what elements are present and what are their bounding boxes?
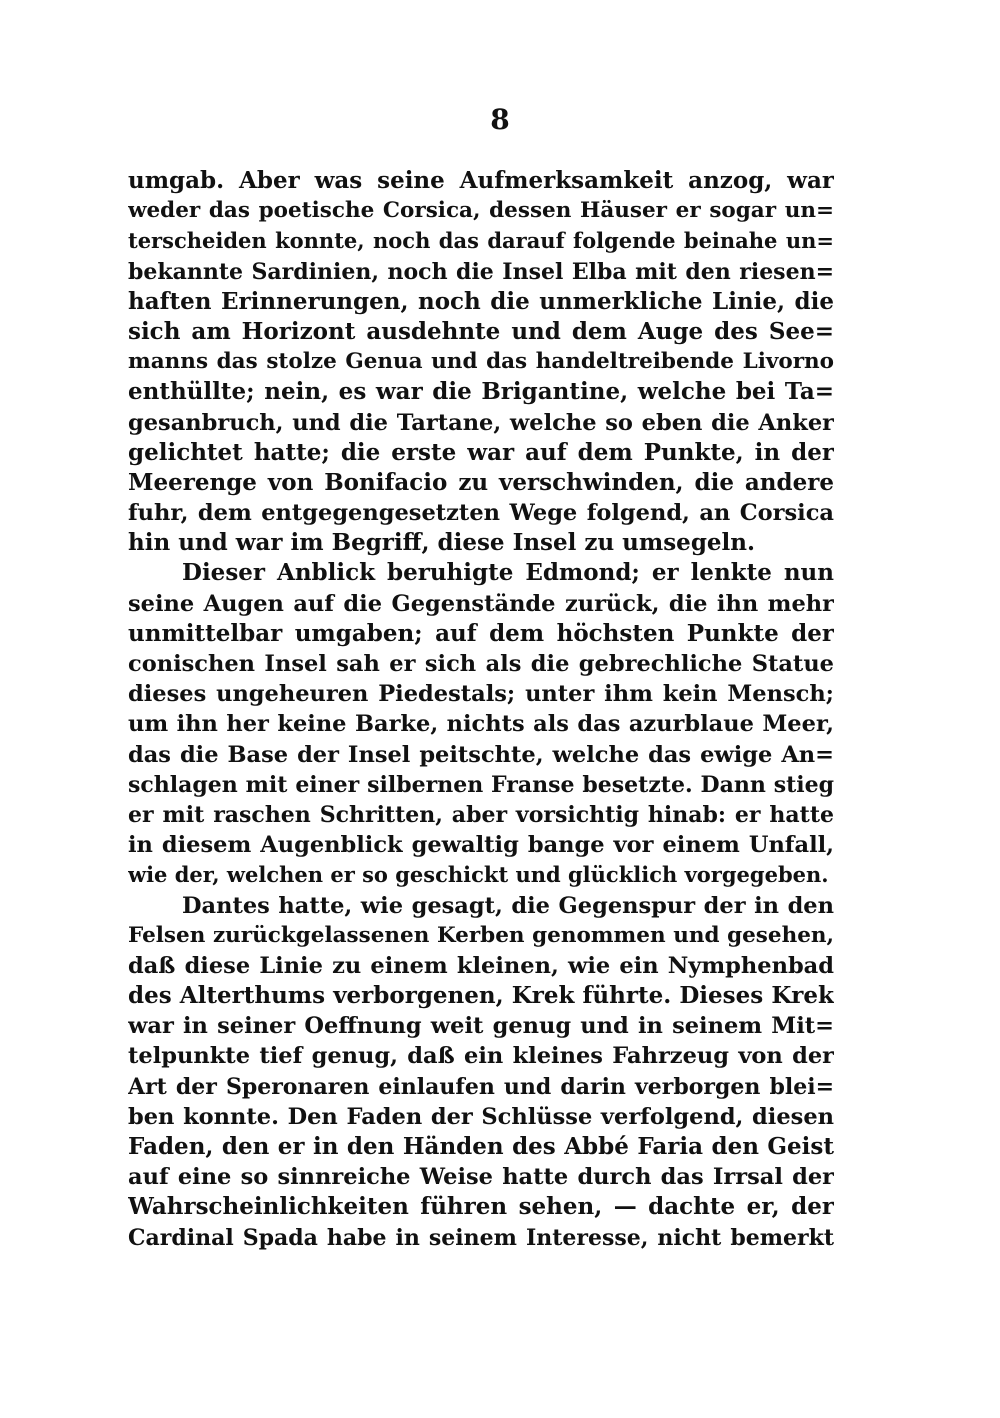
text-line: Art der Speronaren einlaufen und darin verborgen blei= [128, 1073, 834, 1100]
text-line: Felsen zurückgelassenen Kerben genommen und gesehen, [128, 922, 834, 948]
page-number: 8 [490, 103, 510, 136]
text-line: seine Augen auf die Gegenstände zurück, die ihn mehr [128, 590, 834, 617]
text-line: unmittelbar umgaben; auf dem höchsten Punkte der [128, 619, 834, 647]
text-line: Faden, den er in den Händen des Abbé Faria den Geist [128, 1133, 834, 1160]
text-line: in diesem Augenblick gewaltig bange vor einem Unfall, [128, 832, 834, 859]
text-line: war in seiner Oeffnung weit genug und in seinem Mit= [128, 1013, 834, 1040]
text-line: gesanbruch, und die Tartane, welche so eben die Anker [128, 409, 834, 436]
text-line: des Alterthums verborgenen, Krek führte. Dieses Krek [128, 982, 834, 1010]
text-line: hin und war im Begriff, diese Insel zu umsegeln. [128, 529, 755, 557]
text-line: schlagen mit einer silbernen Franse besetzte. Dann stieg [128, 771, 834, 798]
text-line: fuhr, dem entgegengesetzten Wege folgend, an Corsica [128, 500, 834, 527]
text-line: auf eine so sinnreiche Weise hatte durch das Irrsal der [128, 1164, 834, 1191]
paragraph-2 [128, 558, 834, 890]
text-line: terscheiden konnte, noch das darauf folgende beinahe un= [128, 228, 834, 254]
text-line: bekannte Sardinien, noch die Insel Elba mit den riesen= [128, 258, 834, 285]
text-line: umgab. Aber was seine Aufmerksamkeit anzog, war [128, 167, 834, 194]
text-line: Dantes hatte, wie gesagt, die Gegenspur der in den [182, 892, 834, 919]
text-line: haften Erinnerungen, noch die unmerkliche Linie, die [128, 287, 834, 315]
text-line: enthüllte; nein, es war die Brigantine, welche bei Ta= [128, 378, 834, 406]
text-line: ben konnte. Den Faden der Schlüsse verfolgend, diesen [128, 1103, 834, 1130]
text-line: Meerenge von Bonifacio zu verschwinden, die andere [128, 468, 834, 496]
body-text [128, 166, 834, 1253]
text-line: telpunkte tief genug, daß ein kleines Fahrzeug von der [128, 1043, 834, 1070]
text-line: conischen Insel sah er sich als die gebrechliche Statue [128, 651, 834, 677]
text-line: weder das poetische Corsica, dessen Häuser er sogar un= [128, 198, 834, 224]
text-line: um ihn her keine Barke, nichts als das azurblaue Meer, [128, 711, 834, 738]
text-line: manns das stolze Genua und das handeltreibende Livorno [128, 349, 834, 375]
text-line: Cardinal Spada habe in seinem Interesse, nicht bemerkt [128, 1224, 834, 1251]
paragraph-3 [128, 891, 834, 1253]
text-line: Dieser Anblick beruhigte Edmond; er lenkte nun [182, 559, 834, 587]
text-line: das die Base der Insel peitschte, welche das ewige An= [128, 741, 834, 768]
text-line: gelichtet hatte; die erste war auf dem Punkte, in der [128, 438, 834, 466]
text-line: Wahrscheinlichkeiten führen sehen, — dachte er, der [128, 1193, 834, 1221]
text-line: wie der, welchen er so geschickt und glücklich vorgegeben. [128, 862, 829, 888]
text-line: er mit raschen Schritten, aber vorsichtig hinab: er hatte [128, 801, 834, 828]
text-line: dieses ungeheuren Piedestals; unter ihm kein Mensch; [128, 681, 834, 708]
text-line: sich am Horizont ausdehnte und dem Auge des See= [128, 317, 834, 345]
text-line: daß diese Linie zu einem kleinen, wie ein Nymphenbad [128, 952, 834, 979]
paragraph-1 [128, 166, 834, 558]
